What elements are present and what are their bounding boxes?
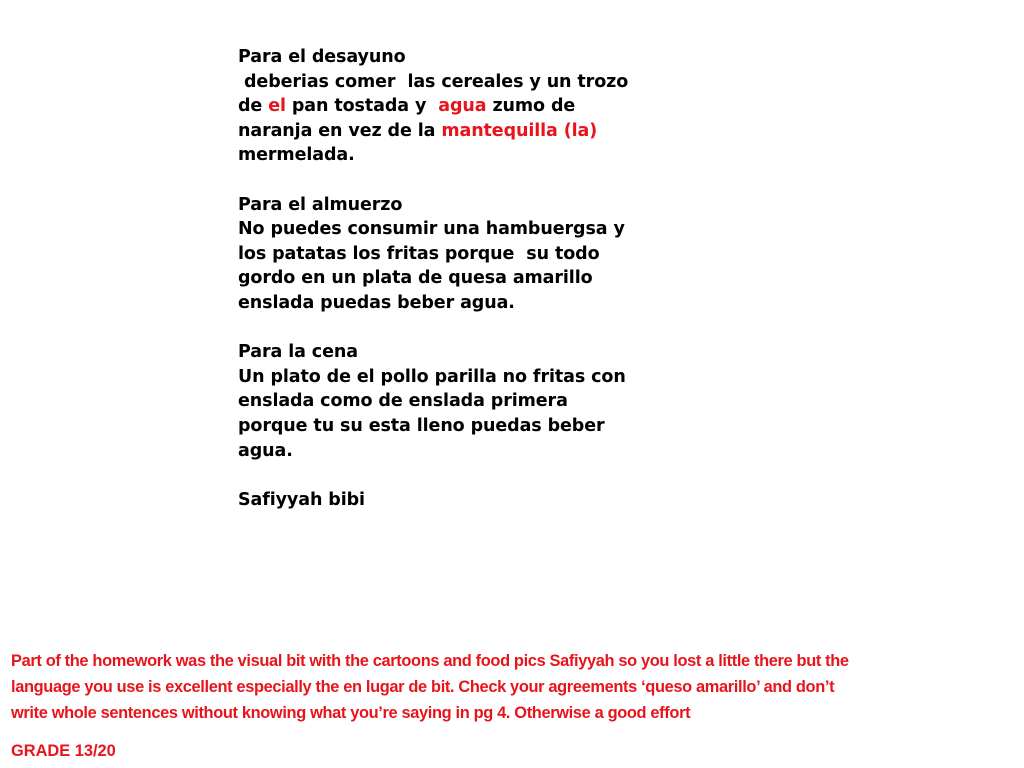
teacher-feedback	[11, 648, 1016, 726]
dinner-line: Un plato de el pollo parilla no fritas con	[238, 366, 626, 387]
lunch-line: enslada puedas beber agua.	[238, 292, 515, 313]
text-segment: pan tostada y	[285, 96, 439, 117]
dinner-heading: Para la cena	[238, 342, 358, 363]
paragraph-gap	[238, 463, 708, 488]
lunch-heading: Para el almuerzo	[238, 194, 403, 215]
breakfast-heading: Para el desayuno	[238, 47, 406, 67]
grade-label: GRADE 13/20	[11, 742, 116, 760]
dinner-line: porque tu su esta lleno puedas beber	[238, 415, 605, 436]
paragraph-gap	[238, 168, 708, 193]
paragraph-gap	[238, 316, 708, 341]
dinner-line: enslada como de enslada primera	[238, 391, 568, 412]
text-segment: naranja en vez de la	[238, 120, 442, 141]
student-signature: Safiyyah bibi	[238, 489, 365, 510]
feedback-line: write whole sentences without knowing what you’re saying in pg 4. Otherwise a good effort	[11, 704, 691, 722]
lunch-line: No puedes consumir una hambuergsa y	[238, 219, 625, 240]
dinner-line: agua.	[238, 440, 293, 461]
breakfast-line	[238, 119, 708, 144]
breakfast-line: mermelada.	[238, 145, 355, 166]
text-segment: zumo de	[486, 96, 576, 117]
teacher-correction: agua	[438, 96, 487, 117]
breakfast-line	[238, 94, 708, 119]
lunch-line: los patatas los fritas porque su todo	[238, 243, 600, 264]
feedback-line: language you use is excellent especially the en lugar de bit. Check your agreements ‘queso amarillo’ and don’t	[11, 678, 835, 696]
feedback-line: Part of the homework was the visual bit with the cartoons and food pics Safiyyah so you lost a little there but the	[11, 652, 849, 670]
teacher-correction: mantequilla (la)	[441, 120, 598, 141]
breakfast-line: deberias comer las cereales y un trozo	[238, 71, 629, 92]
teacher-correction: el	[268, 96, 286, 117]
text-segment: de	[238, 96, 269, 117]
lunch-line: gordo en un plata de quesa amarillo	[238, 268, 593, 289]
student-essay	[238, 45, 708, 512]
